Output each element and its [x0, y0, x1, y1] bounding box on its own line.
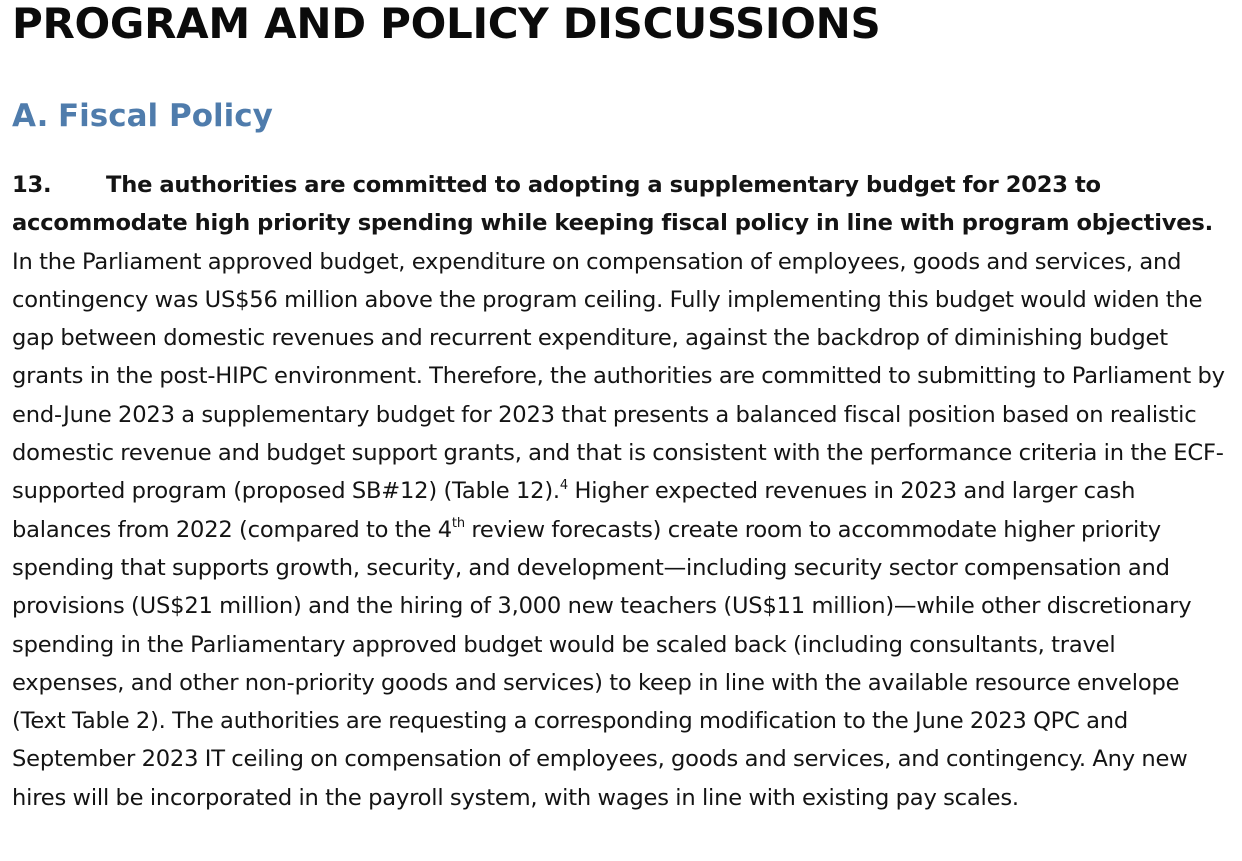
paragraph-lead: The authorities are committed to adopting a supplementary budget for 2023 to accommodate high priority spending while keeping fiscal policy in line with program objectives.	[12, 172, 1214, 237]
ordinal-suffix: th	[451, 516, 465, 532]
document-page	[12, 0, 1234, 817]
page-title: PROGRAM AND POLICY DISCUSSIONS	[12, 0, 881, 48]
body-paragraph	[12, 166, 1234, 817]
paragraph-text-part1: In the Parliament approved budget, expenditure on compensation of employees, goods and services, and contingency was US$56 million above the program ceiling. Fully implementing this budget would widen the gap between domestic revenues and recurrent expenditure, against the backdrop of diminishing budget grants in the post-HIPC environment. Therefore, the authorities are committed to submitting to Parliament by end-June 2023 a supplementary budget for 2023 that presents a balanced fiscal position based on realistic domestic revenue and budget support grants, and that is consistent with the performance criteria in the ECF-supported program (proposed SB#12) (Table 12).	[12, 248, 1225, 505]
section-heading	[12, 96, 1234, 136]
section-title: Fiscal Policy	[58, 98, 273, 134]
paragraph-text-part2: Higher expected revenues in 2023 and larger cash balances from 2022 (compared to the 4	[12, 478, 1136, 543]
paragraph-text-part3: review forecasts) create room to accommodate higher priority spending that supports growth, security, and development—including security sector compensation and provisions (US$21 million) and the hiring of 3,000 new teachers (US$11 million)—while other discretionary spending in the Parliamentary approved budget would be scaled back (including consultants, travel expenses, and other non-priority goods and services) to keep in line with the available resource envelope (Text Table 2). The authorities are requesting a corresponding modification to the June 2023 QPC and September 2023 IT ceiling on compensation of employees, goods and services, and contingency. Any new hires will be incorporated in the payroll system, with wages in line with existing pay scales.	[12, 516, 1192, 811]
paragraph-number: 13.	[12, 172, 52, 198]
section-letter: A.	[12, 98, 49, 134]
footnote-reference[interactable]: 4	[559, 477, 568, 493]
